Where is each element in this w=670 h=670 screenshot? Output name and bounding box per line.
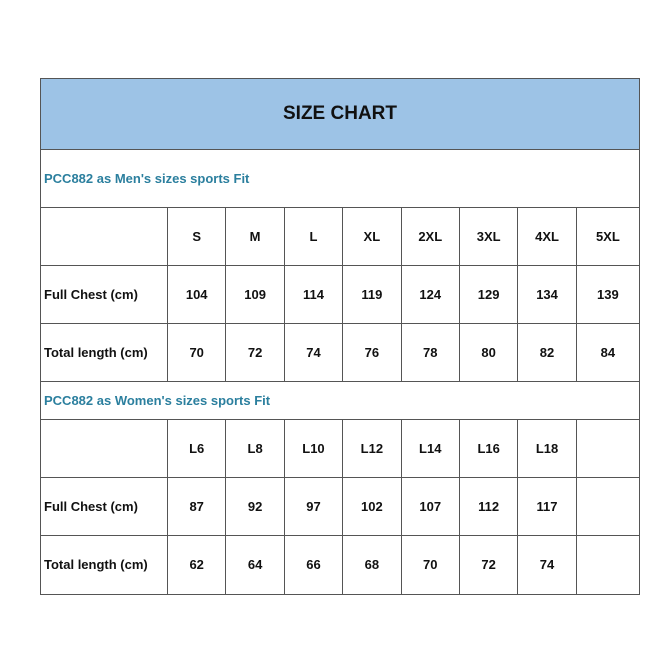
table-cell: L6	[168, 420, 226, 477]
table-cell: 92	[226, 478, 284, 535]
table-cell: 70	[402, 536, 460, 594]
row-label: Total length (cm)	[41, 536, 168, 594]
table-cell: 109	[226, 266, 284, 323]
row-label: Full Chest (cm)	[41, 266, 168, 323]
table-cell: 129	[460, 266, 518, 323]
chart-title: SIZE CHART	[41, 79, 639, 150]
table-cell: 64	[226, 536, 284, 594]
size-header-row	[41, 208, 639, 266]
table-cell: L16	[460, 420, 518, 477]
table-cell: L12	[343, 420, 401, 477]
table-cell: 74	[518, 536, 576, 594]
table-cell: 3XL	[460, 208, 518, 265]
table-cell: 104	[168, 266, 226, 323]
row-label	[41, 420, 168, 477]
men-section-heading: PCC882 as Men's sizes sports Fit	[41, 150, 639, 208]
table-cell: 78	[402, 324, 460, 381]
table-cell	[577, 420, 639, 477]
size-chart-table	[40, 78, 640, 595]
table-cell: 82	[518, 324, 576, 381]
table-cell: S	[168, 208, 226, 265]
table-cell: 5XL	[595, 229, 620, 244]
table-cell	[577, 478, 639, 535]
table-cell: XL	[343, 208, 401, 265]
table-cell: L14	[402, 420, 460, 477]
full-chest-row	[41, 266, 639, 324]
total-length-row	[41, 536, 639, 594]
table-cell: 70	[168, 324, 226, 381]
table-cell: 72	[460, 536, 518, 594]
women-section-heading: PCC882 as Women's sizes sports Fit	[41, 381, 639, 420]
table-cell: L	[285, 208, 343, 265]
full-chest-row	[41, 478, 639, 536]
table-cell: M	[226, 208, 284, 265]
row-label: Full Chest (cm)	[41, 478, 168, 535]
table-cell: 68	[343, 536, 401, 594]
table-cell: 97	[285, 478, 343, 535]
total-length-row	[41, 324, 639, 382]
table-cell: 114	[285, 266, 343, 323]
row-label	[41, 208, 168, 265]
table-cell: 72	[226, 324, 284, 381]
table-cell: 139	[597, 287, 619, 302]
table-cell: L10	[285, 420, 343, 477]
table-cell: 84	[600, 345, 616, 360]
table-cell: L18	[518, 420, 576, 477]
table-cell: 2XL	[402, 208, 460, 265]
table-cell: 76	[343, 324, 401, 381]
table-cell: 134	[518, 266, 576, 323]
table-cell: 117	[518, 478, 576, 535]
table-cell: 112	[460, 478, 518, 535]
table-cell: 74	[285, 324, 343, 381]
table-cell: 62	[168, 536, 226, 594]
table-cell: L8	[226, 420, 284, 477]
table-cell: 119	[343, 266, 401, 323]
table-cell: 4XL	[518, 208, 576, 265]
table-cell: 80	[460, 324, 518, 381]
table-cell: 124	[402, 266, 460, 323]
table-cell: 87	[168, 478, 226, 535]
row-label: Total length (cm)	[41, 324, 168, 381]
table-cell: 107	[402, 478, 460, 535]
size-header-row	[41, 420, 639, 478]
table-cell: 66	[285, 536, 343, 594]
table-cell: 102	[343, 478, 401, 535]
table-cell	[577, 536, 639, 594]
